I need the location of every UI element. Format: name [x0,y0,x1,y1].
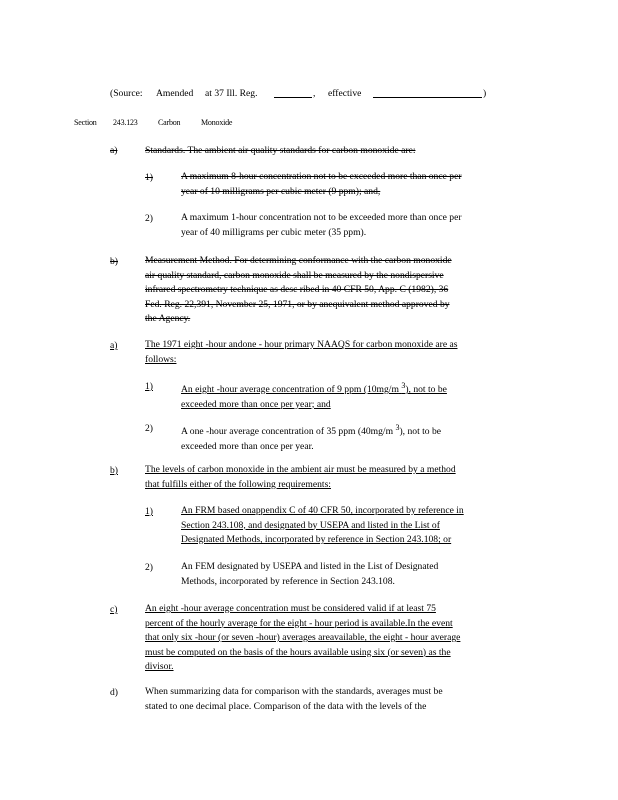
new-a2-marker: 2) [145,423,153,434]
new-a1-line-end: ), not to be [405,384,447,396]
effective-blank [373,88,482,98]
new-c-text [145,602,537,675]
old-a1-line: A maximum 8-hour concentration not to be exceeded more than once per [181,171,462,182]
new-a2-line [181,421,533,440]
source-prefix: (Source: [110,88,143,99]
new-b1-line: Designated Methods, incorporated by reference in Section 243.108; or [181,534,452,545]
old-b-marker: b) [110,256,118,267]
source-register: at 37 Ill. Reg. [205,88,258,99]
new-a-line: The 1971 eight -hour andone - hour primary NAAQS for carbon monoxide are as [145,339,458,350]
new-a1-sup: 3 [401,381,406,390]
old-b-line: the Agency. [145,313,191,324]
old-a1-text [181,170,533,199]
new-b-text [145,463,533,492]
new-b2-marker: 2) [145,562,153,573]
new-a-marker: a) [110,340,118,351]
old-a2-line: A maximum 1-hour concentration not to be exceeded more than once per [181,212,462,223]
section-number: 243.123 [113,118,138,127]
section-title-1: Carbon [158,118,181,127]
new-c-line: must be computed on the basis of the hours available using six (or seven) as the [145,646,451,658]
new-d-line: stated to one decimal place. Comparison of the data with the levels of the [145,700,427,712]
new-a1-marker: 1) [145,381,153,392]
old-b-line: air quality standard, carbon monoxide shall be measured by the nondispersive [145,269,444,281]
source-effective: effective [328,88,362,99]
new-d-text [145,685,533,714]
new-d-marker: d) [110,687,118,698]
new-a1-text [181,379,533,412]
new-c-line: An eight -hour average concentration must be considered valid if at least 75 [145,603,436,614]
old-b-text [145,254,533,327]
new-a2-sup: 3 [395,423,400,432]
new-b-line: The levels of carbon monoxide in the ambient air must be measured by a method [145,464,456,475]
new-c-marker: c) [110,604,118,615]
new-a2-text [181,421,533,454]
new-c-line: divisor. [145,661,174,672]
section-title-2: Monoxide [201,118,233,127]
new-b1-marker: 1) [145,506,153,517]
old-b-line: Fed. Reg. 22,391, November 25, 1971, or by anequivalent method approved by [145,298,450,310]
new-b1-text [181,504,537,548]
new-b2-line: Methods, incorporated by reference in Section 243.108. [181,575,395,587]
new-a2-line: exceeded more than once per year. [181,440,314,452]
old-a2-marker: 2) [145,213,153,224]
source-amended: Amended [156,88,194,99]
new-b2-text [181,560,533,589]
new-c-line: percent of the hourly average for the eight - hour period is available.In the event [145,617,453,629]
new-a1-line-start: An eight -hour average concentration of 9 ppm (10mg/m [181,384,399,396]
old-a1-marker: 1) [145,172,153,183]
new-a1-line: exceeded more than once per year; and [181,398,331,410]
new-a1-line [181,379,533,398]
new-b-marker: b) [110,465,118,476]
old-b-line: Measurement Method. For determining conformance with the carbon monoxide [145,255,452,266]
new-c-line: that only six -hour (or seven -hour) averages areavailable, the eight - hour average [145,632,461,643]
register-blank [274,88,312,98]
section-label: Section [74,118,97,127]
new-d-line: When summarizing data for comparison with the standards, averages must be [145,686,443,697]
old-a-marker: a) [110,145,118,156]
old-a1-line: year of 10 milligrams per cubic meter (9 ppm); and, [181,185,381,197]
old-b-line: infrared spectrometry technique as desc ribed in 40 CFR 50, App. C (1982), 36 [145,284,449,295]
new-a-text [145,338,533,367]
new-b-line: that fulfills either of the following requirements: [145,478,331,490]
new-a2-line-end: ), not to be [399,426,442,438]
new-b1-line: An FRM based onappendix C of 40 CFR 50, incorporated by reference in [181,505,464,516]
old-a2-line: year of 40 milligrams per cubic meter (35 ppm). [181,226,367,238]
old-a2-text [181,211,533,240]
new-a-line: follows: [145,353,177,365]
source-comma: , [313,88,316,99]
new-b2-line: An FEM designated by USEPA and listed in the List of Designated [181,561,439,572]
new-a2-line-start: A one -hour average concentration of 35 ppm (40mg/m [181,426,394,438]
old-a-text: Standards. The ambient air quality standards for carbon monoxide are: [145,145,416,156]
new-b1-line: Section 243.108, and designated by USEPA and listed in the List of [181,519,440,531]
source-close: ) [483,88,487,99]
